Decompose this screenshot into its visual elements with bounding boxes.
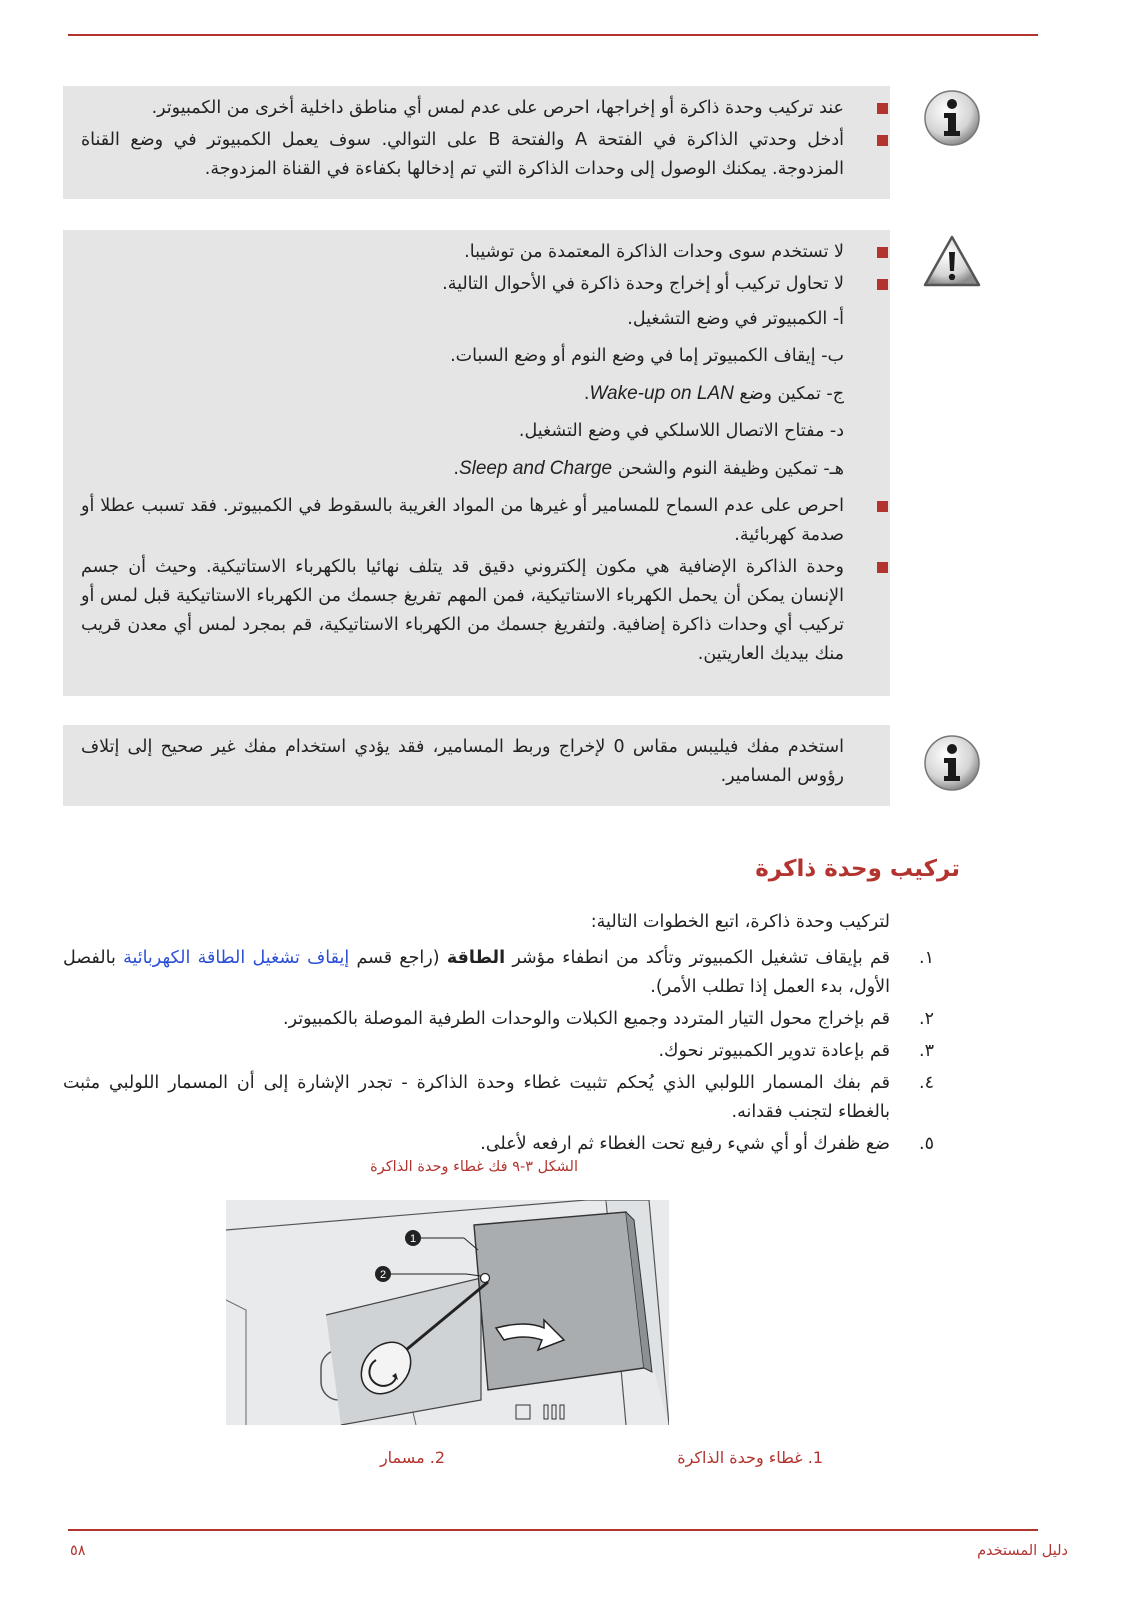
callout-2-label: 2 bbox=[379, 1269, 387, 1281]
section-intro: لتركيب وحدة ذاكرة، اتبع الخطوات التالية: bbox=[590, 912, 890, 932]
legend-item-cover: 1. غطاء وحدة الذاكرة bbox=[677, 1448, 823, 1467]
step-number: ٤. bbox=[919, 1073, 934, 1093]
note-subitem: ب- إيقاف الكمبيوتر إما في وضع النوم أو وضع السبات. bbox=[450, 346, 844, 366]
step-item: ٥. ضع ظفرك أو أي شيء رفيع تحت الغطاء ثم ارفعه لأعلى. bbox=[63, 1130, 890, 1159]
note-item: استخدم مفك فيليبس مقاس 0 لإخراج وربط المسامير، فقد يؤدي استخدام مفك غير صحيح إلى إتلاف رؤوس المسامير. bbox=[81, 737, 844, 786]
figure-caption: الشكل ٣-٩ فك غطاء وحدة الذاكرة bbox=[370, 1159, 578, 1175]
bottom-rule bbox=[68, 1529, 1038, 1531]
note-item: عند تركيب وحدة ذاكرة أو إخراجها، احرص على عدم لمس أي مناطق داخلية أخرى من الكمبيوتر. bbox=[81, 94, 844, 123]
memory-cover-figure bbox=[226, 1200, 669, 1425]
note-item: وحدة الذاكرة الإضافية هي مكون إلكتروني دقيق قد يتلف نهائيا بالكهرباء الاستاتيكية. وحيث أن جسم الإنسان يمكن أن يحمل الكهرباء الاستاتيكية، فمن المهم تفريغ جسمك من الكهرباء الاستاتيكية قبل لمس أو تركيب أي وحدات ذاكرة إضافية. ولتفريغ جسمك من الكهرباء الاستاتيكية، قم بمجرد لمس أي معدن قريب منك بيديك العاريتين. bbox=[81, 553, 844, 669]
warning-note bbox=[63, 230, 890, 696]
step-item: ٢. قم بإخراج محول التيار المتردد وجميع الكبلات والوحدات الطرفية الموصلة بالكمبيوتر. bbox=[63, 1005, 890, 1034]
page-number: ٥٨ bbox=[70, 1543, 86, 1559]
note-subitem: أ- الكمبيوتر في وضع التشغيل. bbox=[627, 309, 844, 329]
note-item: لا تحاول تركيب أو إخراج وحدة ذاكرة في الأحوال التالية. bbox=[81, 270, 844, 299]
top-rule bbox=[68, 34, 1038, 36]
note-item: لا تستخدم سوى وحدات الذاكرة المعتمدة من توشيبا. bbox=[81, 238, 844, 267]
note-subitem: ج- تمكين وضع Wake-up on LAN. bbox=[583, 383, 844, 404]
note-subitem: هـ- تمكين وظيفة النوم والشحن Sleep and Charge. bbox=[453, 458, 844, 479]
callout-1-label: 1 bbox=[409, 1233, 417, 1245]
power-off-link[interactable]: إيقاف تشغيل الطاقة الكهربائية bbox=[123, 948, 350, 968]
step-number: ٥. bbox=[919, 1134, 934, 1154]
section-title: تركيب وحدة ذاكرة bbox=[755, 856, 960, 882]
step-item: ٣. قم بإعادة تدوير الكمبيوتر نحوك. bbox=[63, 1037, 890, 1066]
note-item: أدخل وحدتي الذاكرة في الفتحة A والفتحة B على التوالي. سوف يعمل الكمبيوتر في وضع القناة المزدوجة. يمكنك الوصول إلى وحدات الذاكرة التي تم إدخالها بكفاءة في القناة المزدوجة. bbox=[81, 126, 844, 184]
note-item: احرص على عدم السماح للمسامير أو غيرها من المواد الغريبة بالسقوط في الكمبيوتر. فقد تسبب عطلا أو صدمة كهربائية. bbox=[81, 492, 844, 550]
step-item: ١. قم بإيقاف تشغيل الكمبيوتر وتأكد من انطفاء مؤشر الطاقة (راجع قسم إيقاف تشغيل الطاقة الكهربائية بالفصل الأول، بدء العمل إذا تطلب الأمر). bbox=[63, 944, 890, 1002]
step-item: ٤. قم بفك المسمار اللولبي الذي يُحكم تثبيت غطاء وحدة الذاكرة - تجدر الإشارة إلى أن المسمار اللولبي مثبت بالغطاء لتجنب فقدانه. bbox=[63, 1069, 890, 1127]
note-subitem: د- مفتاح الاتصال اللاسلكي في وضع التشغيل. bbox=[518, 421, 844, 441]
info-note-1 bbox=[63, 86, 890, 199]
legend-item-screw: 2. مسمار bbox=[379, 1448, 445, 1467]
power-label: الطاقة bbox=[446, 948, 506, 968]
steps-list bbox=[63, 944, 934, 1162]
warning-icon bbox=[922, 232, 982, 292]
info-note-2 bbox=[63, 725, 890, 806]
step-number: ٣. bbox=[919, 1041, 934, 1061]
footer-title: دليل المستخدم bbox=[977, 1543, 1068, 1559]
info-icon bbox=[922, 733, 982, 793]
step-number: ١. bbox=[919, 948, 934, 968]
info-icon bbox=[922, 88, 982, 148]
step-number: ٢. bbox=[919, 1009, 934, 1029]
